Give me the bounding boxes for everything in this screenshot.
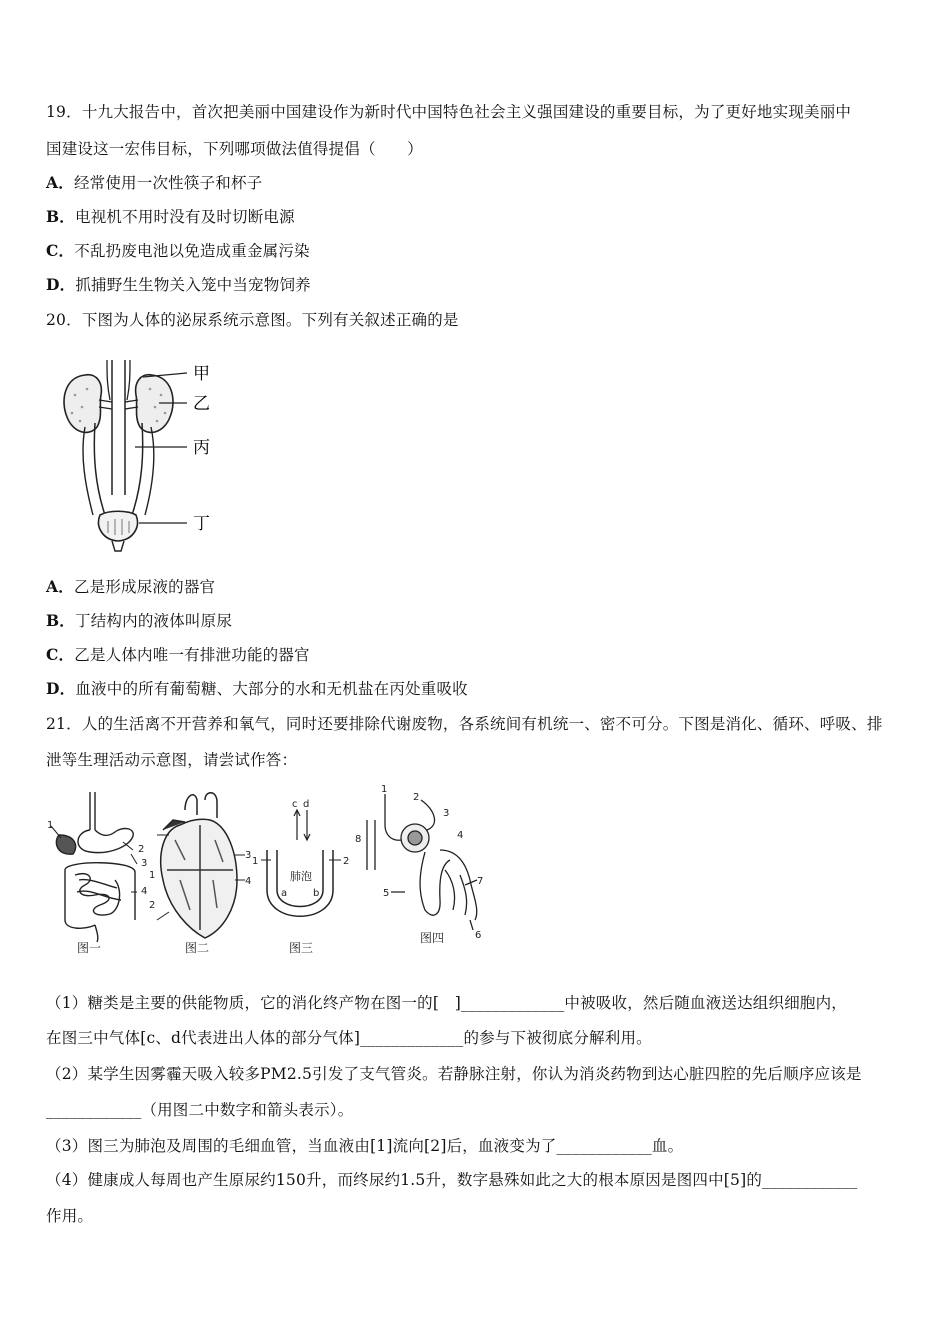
fig4-label-2: 2 bbox=[413, 792, 420, 803]
figure-two-heart bbox=[157, 793, 245, 938]
option-text: 乙是形成尿液的器官 bbox=[73, 578, 216, 596]
fig3-label-d: d bbox=[303, 799, 310, 810]
fig1-caption: 图一 bbox=[77, 941, 102, 955]
option-letter: A． bbox=[46, 577, 74, 596]
fig4-label-6: 6 bbox=[475, 930, 482, 941]
q21-sub4-line1: （4）健康成人每周也产生原尿约150升，而终尿约1.5升，数字悬殊如此之大的根本原因是图四中[5]的____________ bbox=[46, 1171, 858, 1189]
fig4-label-7: 7 bbox=[477, 876, 484, 887]
fig3-label-c: c bbox=[292, 799, 298, 810]
q21-sub1-line2: 在图三中气体[c、d代表进出人体的部分气体]_____________的参与下被彻底分解利用。 bbox=[46, 1029, 652, 1047]
great-vessels bbox=[112, 360, 125, 495]
q19-option-d bbox=[46, 275, 311, 295]
q21-stem-line2: 泄等生理活动示意图，请尝试作答： bbox=[46, 751, 298, 769]
renal-vessels bbox=[99, 400, 138, 409]
option-letter: C． bbox=[46, 645, 75, 664]
fig4-label-1: 1 bbox=[381, 784, 388, 795]
option-letter: D． bbox=[46, 679, 76, 698]
q21-sub2-line2: ____________（用图二中数字和箭头表示）。 bbox=[46, 1101, 354, 1119]
fig3-label-a: a bbox=[281, 888, 288, 899]
fig2-label-3: 3 bbox=[245, 850, 252, 861]
q20-option-a bbox=[46, 577, 215, 597]
option-text: 抓捕野生生物关入笼中当宠物饲养 bbox=[75, 276, 311, 294]
q19-option-a bbox=[46, 173, 262, 193]
urinary-system-figure bbox=[55, 355, 225, 555]
option-letter: D． bbox=[46, 275, 76, 294]
q21-sub4-line2: 作用。 bbox=[46, 1207, 94, 1225]
fig4-label-5: 5 bbox=[383, 888, 390, 899]
bladder-shape bbox=[99, 511, 138, 541]
q19-option-b bbox=[46, 207, 295, 227]
q20-stem: 20．下图为人体的泌尿系统示意图。下列有关叙述正确的是 bbox=[46, 311, 459, 329]
q20-option-b bbox=[46, 611, 232, 631]
q19-option-c bbox=[46, 241, 310, 261]
option-text: 乙是人体内唯一有排泄功能的器官 bbox=[74, 646, 310, 664]
option-text: 丁结构内的液体叫原尿 bbox=[75, 612, 233, 630]
figure-three-alveolus bbox=[261, 810, 341, 916]
q21-sub1-line1: （1）糖类是主要的供能物质，它的消化终产物在图一的[ ]_____________中被吸收，然后随血液送达组织细胞内， bbox=[46, 994, 848, 1012]
fig4-label-3: 3 bbox=[443, 808, 450, 819]
option-letter: B． bbox=[46, 207, 76, 226]
fig4-caption: 图四 bbox=[420, 931, 445, 945]
q21-stem-line1: 21．人的生活离不开营养和氧气，同时还要排除代谢废物，各系统间有机统一、密不可分。下图是消化、循环、呼吸、排 bbox=[46, 715, 883, 733]
option-letter: A． bbox=[46, 173, 74, 192]
urinary-system-drawing bbox=[55, 355, 225, 555]
option-letter: B． bbox=[46, 611, 76, 630]
fig3-label-1: 1 bbox=[252, 856, 259, 867]
q19-stem-line1: 19．十九大报告中，首次把美丽中国建设作为新时代中国特色社会主义强国建设的重要目标，为了更好地实现美丽中 bbox=[46, 103, 852, 121]
q21-sub3: （3）图三为肺泡及周围的毛细血管，当血液由[1]流向[2]后，血液变为了____________血。 bbox=[46, 1137, 684, 1155]
fig1-label-4: 4 bbox=[141, 886, 148, 897]
option-text: 电视机不用时没有及时切断电源 bbox=[75, 208, 295, 226]
fig2-label-1: 1 bbox=[149, 870, 156, 881]
physiology-drawing bbox=[45, 780, 485, 960]
right-ureter bbox=[132, 423, 143, 515]
fig4-label-4: 4 bbox=[457, 830, 464, 841]
fig1-label-3: 3 bbox=[141, 858, 148, 869]
fig2-label-4: 4 bbox=[245, 876, 252, 887]
fig1-label-2: 2 bbox=[138, 844, 145, 855]
fig3-caption: 图三 bbox=[289, 941, 314, 955]
fig3-label-alveolus: 肺泡 bbox=[290, 870, 312, 883]
option-text: 血液中的所有葡萄糖、大部分的水和无机盐在丙处重吸收 bbox=[75, 680, 468, 698]
fig4-label-8: 8 bbox=[355, 834, 362, 845]
option-letter: C． bbox=[46, 241, 75, 260]
label-bing: 丙 bbox=[193, 438, 210, 458]
label-yi: 乙 bbox=[193, 394, 210, 414]
fig1-label-1: 1 bbox=[47, 820, 54, 831]
left-ureter bbox=[94, 423, 105, 515]
fig3-label-b: b bbox=[313, 888, 320, 899]
fig3-label-2: 2 bbox=[343, 856, 350, 867]
physiology-figures bbox=[45, 780, 485, 960]
left-kidney-shape bbox=[64, 375, 101, 433]
figure-one-digestive bbox=[56, 792, 135, 942]
q20-option-d bbox=[46, 679, 468, 699]
option-text: 不乱扔废电池以免造成重金属污染 bbox=[74, 242, 310, 260]
figure-four-nephron bbox=[367, 794, 477, 930]
fig2-label-2: 2 bbox=[149, 900, 156, 911]
label-ding: 丁 bbox=[193, 514, 210, 534]
label-jia: 甲 bbox=[193, 364, 210, 384]
fig2-caption: 图二 bbox=[185, 941, 210, 955]
q20-option-c bbox=[46, 645, 310, 665]
q19-stem-line2: 国建设这一宏伟目标，下列哪项做法值得提倡（ ） bbox=[46, 140, 423, 158]
option-text: 经常使用一次性筷子和杯子 bbox=[73, 174, 263, 192]
q21-sub2-line1: （2）某学生因雾霾天吸入较多PM2.5引发了支气管炎。若静脉注射，你认为消炎药物到达心脏四腔的先后顺序应该是 bbox=[46, 1065, 862, 1083]
